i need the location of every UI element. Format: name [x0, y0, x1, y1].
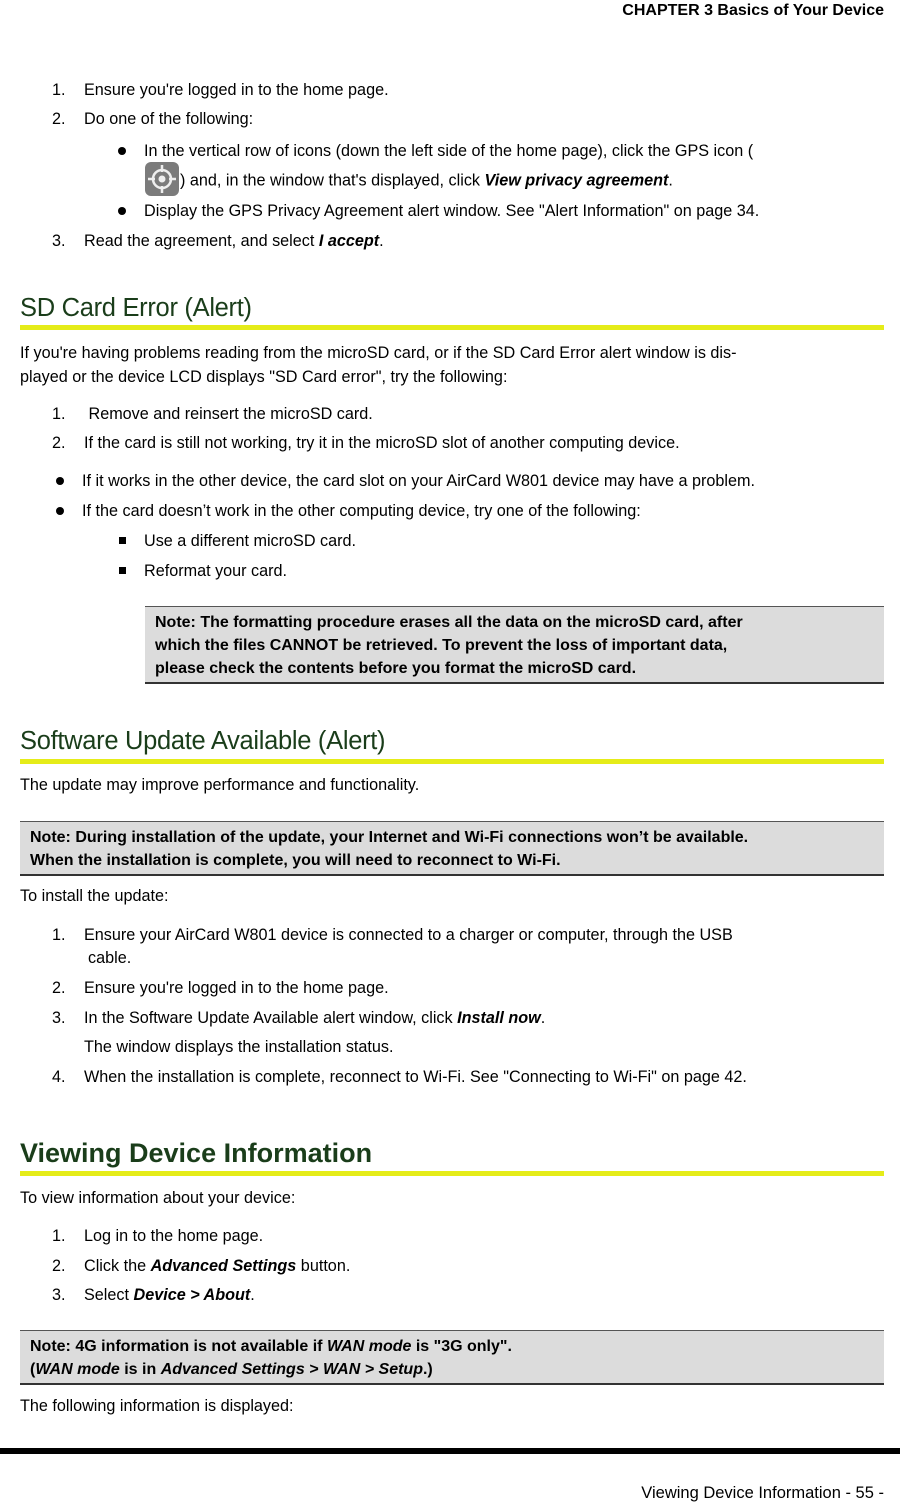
list-item-continued: cable.: [88, 949, 132, 967]
list-item: 2. If the card is still not working, try it in the microSD slot of another computing device.: [52, 434, 680, 452]
paragraph: The following information is displayed:: [20, 1397, 294, 1415]
paragraph: To view information about your device:: [20, 1189, 296, 1207]
list-item: 1. Remove and reinsert the microSD card.: [52, 405, 373, 423]
list-item: ) and, in the window that's displayed, click View privacy agreement.: [145, 164, 673, 198]
note-box: Note: The formatting procedure erases all the data on the microSD card, after which the files CANNOT be retrieved. To prevent the loss of important data, please check the contents before you format the microSD card.: [145, 606, 884, 684]
list-item: 1. Ensure your AirCard W801 device is connected to a charger or computer, through the USB: [52, 926, 733, 944]
note-box: Note: 4G information is not available if WAN mode is "3G only". (WAN mode is in Advanced Settings > WAN > Setup.): [20, 1330, 884, 1385]
paragraph: To install the update:: [20, 887, 169, 905]
view-privacy-agreement-link[interactable]: View privacy agreement: [484, 171, 669, 190]
bullet-icon: [56, 477, 64, 485]
list-item: 3. Read the agreement, and select I accept.: [52, 232, 384, 250]
section-rule: [20, 325, 884, 330]
note-box: Note: During installation of the update, your Internet and Wi-Fi connections won’t be available. When the installation is complete, you will need to reconnect to Wi-Fi.: [20, 821, 884, 876]
list-item: 2. Click the Advanced Settings button.: [52, 1257, 351, 1275]
i-accept-link[interactable]: I accept: [318, 232, 380, 250]
list-item: In the vertical row of icons (down the left side of the home page), click the GPS icon (: [118, 140, 753, 163]
list-item: 3. In the Software Update Available alert window, click Install now.: [52, 1009, 546, 1027]
bullet-icon: [118, 207, 126, 215]
list-item: 4. When the installation is complete, reconnect to Wi-Fi. See "Connecting to Wi-Fi" on page 42.: [52, 1068, 747, 1086]
square-bullet-icon: [119, 537, 126, 544]
list-item: 3. Select Device > About.: [52, 1286, 255, 1304]
paragraph: If you're having problems reading from the microSD card, or if the SD Card Error alert window is dis-: [20, 344, 737, 362]
install-now-link[interactable]: Install now: [457, 1009, 541, 1027]
bullet-icon: [118, 147, 126, 155]
list-item: 2. Do one of the following:: [52, 110, 254, 128]
list-item: 1. Log in to the home page.: [52, 1227, 264, 1245]
list-item: 1. Ensure you're logged in to the home page.: [52, 81, 389, 99]
list-item: Reformat your card.: [119, 560, 287, 583]
list-item-sub: The window displays the installation status.: [84, 1038, 394, 1056]
paragraph: The update may improve performance and functionality.: [20, 776, 420, 794]
section-rule: [20, 759, 884, 764]
device-about-link[interactable]: Device > About: [133, 1286, 251, 1304]
section-title-device-info: Viewing Device Information: [20, 1138, 373, 1168]
advanced-settings-link[interactable]: Advanced Settings: [150, 1257, 297, 1275]
footer-rule: [0, 1448, 900, 1454]
list-item: 2. Ensure you're logged in to the home page.: [52, 979, 389, 997]
section-title-sd-card: SD Card Error (Alert): [20, 294, 252, 322]
section-title-software-update: Software Update Available (Alert): [20, 727, 386, 755]
square-bullet-icon: [119, 567, 126, 574]
list-item: Use a different microSD card.: [119, 530, 356, 553]
list-item: If it works in the other device, the card slot on your AirCard W801 device may have a problem.: [56, 470, 755, 493]
page-footer: Viewing Device Information - 55 -: [641, 1484, 884, 1502]
paragraph: played or the device LCD displays "SD Card error", try the following:: [20, 368, 508, 386]
bullet-icon: [56, 507, 64, 515]
chapter-header: CHAPTER 3 Basics of Your Device: [622, 2, 884, 19]
section-rule: [20, 1171, 884, 1176]
list-item: Display the GPS Privacy Agreement alert window. See "Alert Information" on page 34.: [118, 200, 759, 223]
gps-icon: [145, 162, 179, 196]
list-item: If the card doesn’t work in the other computing device, try one of the following:: [56, 500, 641, 523]
